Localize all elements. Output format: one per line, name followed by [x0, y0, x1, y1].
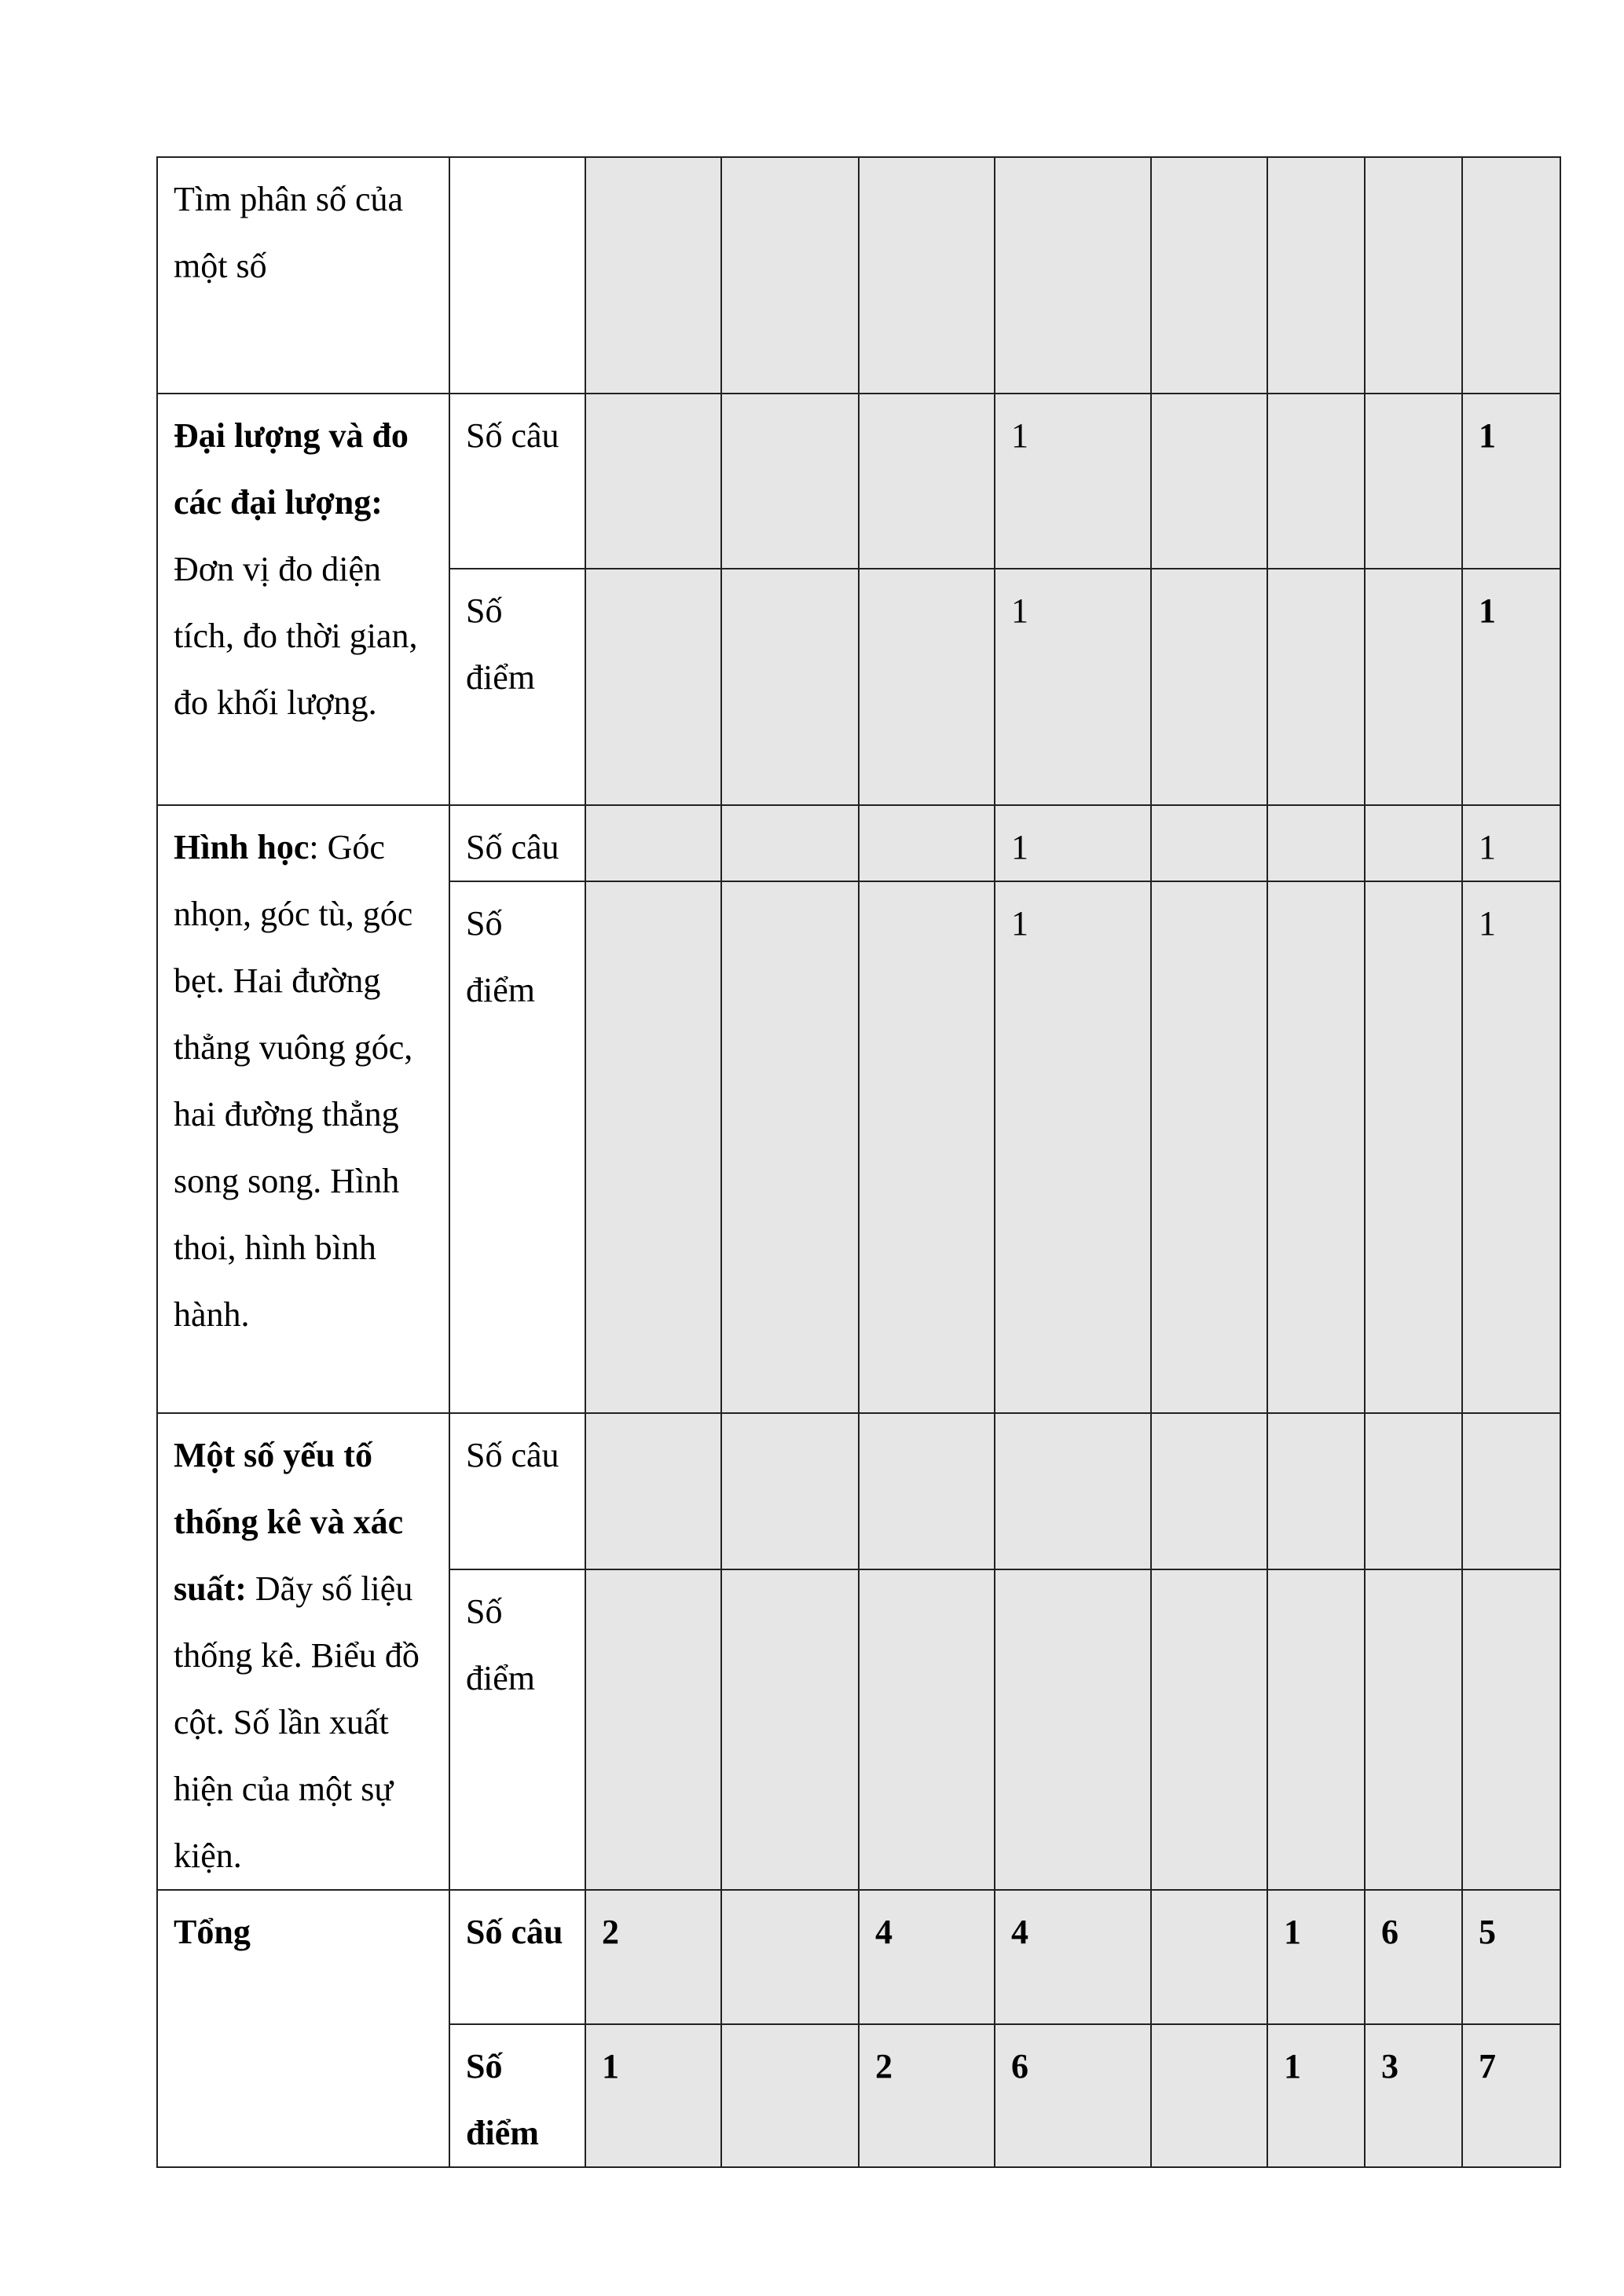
value-cell: 4 [995, 1890, 1151, 2024]
value-cell [585, 394, 721, 569]
value-cell: 1 [995, 394, 1151, 569]
value-cell [1151, 1890, 1267, 2024]
topic-cell [157, 394, 449, 805]
score-matrix-table [156, 156, 1561, 2168]
value-cell [721, 157, 859, 394]
value-cell [995, 1413, 1151, 1569]
value-cell [1365, 569, 1462, 805]
value-cell [995, 1569, 1151, 1890]
value-cell: 1 [1267, 2024, 1365, 2167]
table-row [157, 1413, 1560, 1569]
value-cell [1462, 157, 1560, 394]
value-cell: 1 [995, 881, 1151, 1413]
topic-description: Dãy số liệu thống kê. Biểu đồ cột. Số lần xuất hiện của một sự kiện. [174, 1569, 420, 1875]
topic-cell [157, 805, 449, 1413]
value-cell [1365, 157, 1462, 394]
value-cell [859, 1569, 995, 1890]
value-cell [1267, 1413, 1365, 1569]
value-cell: 6 [995, 2024, 1151, 2167]
value-cell [1267, 157, 1365, 394]
table-row [157, 394, 1560, 569]
value-cell [859, 157, 995, 394]
value-cell [585, 569, 721, 805]
value-cell: 4 [859, 1890, 995, 2024]
measure-label: Số điểm [449, 881, 585, 1413]
measure-label [449, 157, 585, 394]
topic-description: Tìm phân số của một số [174, 180, 404, 285]
value-cell [721, 881, 859, 1413]
value-cell [1267, 569, 1365, 805]
value-cell [1151, 394, 1267, 569]
value-cell [1267, 1569, 1365, 1890]
value-cell [721, 2024, 859, 2167]
value-cell [1151, 2024, 1267, 2167]
value-cell [1365, 394, 1462, 569]
topic-title: Hình học [174, 828, 310, 866]
value-cell [585, 1569, 721, 1890]
value-cell [1151, 1569, 1267, 1890]
value-cell [1365, 1413, 1462, 1569]
value-cell: 2 [859, 2024, 995, 2167]
topic-description: Đơn vị đo diện tích, đo thời gian, đo khối lượng. [174, 550, 418, 722]
value-cell [995, 157, 1151, 394]
value-cell [859, 881, 995, 1413]
measure-label: Số điểm [449, 1569, 585, 1890]
value-cell: 1 [995, 805, 1151, 881]
value-cell [859, 805, 995, 881]
value-cell [721, 1890, 859, 2024]
measure-label: Số câu [449, 394, 585, 569]
value-cell [1365, 881, 1462, 1413]
value-cell: 1 [1462, 881, 1560, 1413]
measure-label: Số điểm [449, 2024, 585, 2167]
topic-cell [157, 1413, 449, 1890]
table-row [157, 1890, 1560, 2024]
measure-label: Số câu [449, 1890, 585, 2024]
value-cell: 2 [585, 1890, 721, 2024]
value-cell: 7 [1462, 2024, 1560, 2167]
value-cell [721, 569, 859, 805]
value-cell [585, 157, 721, 394]
table-row [157, 805, 1560, 881]
topic-title: Tổng [174, 1913, 251, 1951]
measure-label: Số câu [449, 805, 585, 881]
value-cell: 6 [1365, 1890, 1462, 2024]
value-cell [1267, 881, 1365, 1413]
measure-label: Số điểm [449, 569, 585, 805]
value-cell [1151, 881, 1267, 1413]
topic-title: Đại lượng và đo các đại lượng: [174, 416, 409, 522]
value-cell [1365, 805, 1462, 881]
topic-cell [157, 157, 449, 394]
value-cell [1151, 805, 1267, 881]
value-cell [1151, 157, 1267, 394]
value-cell [721, 805, 859, 881]
value-cell [1462, 1569, 1560, 1890]
value-cell [585, 881, 721, 1413]
topic-cell [157, 1890, 449, 2167]
value-cell [1151, 569, 1267, 805]
value-cell [1267, 805, 1365, 881]
table-row [157, 157, 1560, 394]
value-cell [859, 394, 995, 569]
value-cell [721, 1569, 859, 1890]
value-cell [721, 394, 859, 569]
topic-description: : Góc nhọn, góc tù, góc bẹt. Hai đường thẳng vuông góc, hai đường thẳng song song. Hình thoi, hình bình hành. [174, 828, 413, 1334]
value-cell [721, 1413, 859, 1569]
value-cell [859, 1413, 995, 1569]
value-cell [585, 1413, 721, 1569]
topic-title: Một số yếu tố thống kê và xác suất: [174, 1436, 404, 1608]
value-cell [1365, 1569, 1462, 1890]
value-cell [585, 805, 721, 881]
value-cell [859, 569, 995, 805]
value-cell: 5 [1462, 1890, 1560, 2024]
value-cell: 1 [585, 2024, 721, 2167]
value-cell: 1 [1267, 1890, 1365, 2024]
value-cell: 3 [1365, 2024, 1462, 2167]
value-cell: 1 [1462, 394, 1560, 569]
value-cell: 1 [1462, 805, 1560, 881]
value-cell: 1 [1462, 569, 1560, 805]
value-cell [1151, 1413, 1267, 1569]
value-cell [1267, 394, 1365, 569]
measure-label: Số câu [449, 1413, 585, 1569]
value-cell: 1 [995, 569, 1151, 805]
value-cell [1462, 1413, 1560, 1569]
